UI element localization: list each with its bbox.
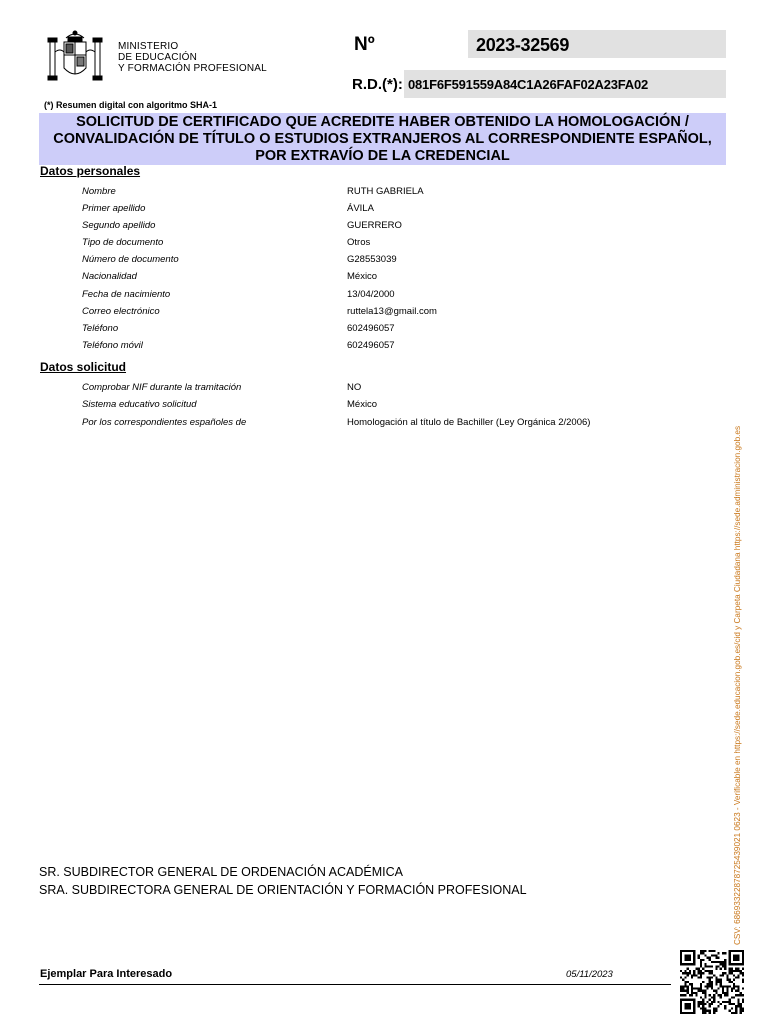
field-value: ÁVILA — [347, 203, 374, 214]
rd-label: R.D.(*): — [352, 76, 403, 93]
field-label: Teléfono — [82, 323, 119, 334]
field-label: Segundo apellido — [82, 220, 156, 231]
field-label: Comprobar NIF durante la tramitación — [82, 382, 242, 393]
ministry-name — [118, 41, 267, 74]
document-title: SOLICITUD DE CERTIFICADO QUE ACREDITE HABER OBTENIDO LA HOMOLOGACIÓN / CONVALIDACIÓN DE TÍTULO O ESTUDIOS EXTRANJEROS AL CORRESPONDIENTE ESPAÑOL, POR EXTRAVÍO DE LA CREDENCIAL — [53, 114, 712, 164]
field-value: RUTH GABRIELA — [347, 186, 424, 197]
recipient-line: SRA. SUBDIRECTORA GENERAL DE ORIENTACIÓN Y FORMACIÓN PROFESIONAL — [39, 883, 527, 897]
footer-divider — [39, 984, 671, 985]
ministry-line: MINISTERIO — [118, 41, 179, 52]
field-value: 13/04/2000 — [347, 289, 395, 300]
field-label: Tipo de documento — [82, 237, 164, 248]
field-label: Nombre — [82, 186, 116, 197]
field-label: Fecha de nacimiento — [82, 289, 171, 300]
ministry-line: Y FORMACIÓN PROFESIONAL — [118, 63, 267, 74]
field-value: ruttela13@gmail.com — [347, 306, 437, 317]
field-label: Teléfono móvil — [82, 340, 143, 351]
ministry-line: DE EDUCACIÓN — [118, 52, 198, 63]
field-value: 602496057 — [347, 340, 395, 351]
recipient-line: SR. SUBDIRECTOR GENERAL DE ORDENACIÓN ACADÉMICA — [39, 865, 403, 879]
field-value: Homologación al título de Bachiller (Ley Orgánica 2/2006) — [347, 417, 591, 428]
field-value: México — [347, 399, 378, 410]
field-label: Número de documento — [82, 254, 179, 265]
csv-text: CSV: 68693322878725439021 0623 - Verificable en https://sede.educacion.gob.es/cid y Carpeta Ciudadana https://sede.administracion.gob.es — [733, 425, 742, 945]
sha-note: (*) Resumen digital con algoritmo SHA-1 — [44, 100, 218, 110]
field-value: G28553039 — [347, 254, 397, 265]
field-value: NO — [347, 382, 362, 393]
field-value: México — [347, 271, 378, 282]
field-value: GUERRERO — [347, 220, 402, 231]
digital-hash: 081F6F591559A84C1A26FAF02A23FA02 — [408, 77, 649, 92]
section-heading-personal: Datos personales — [40, 164, 141, 178]
field-label: Sistema educativo solicitud — [82, 399, 197, 410]
field-value: 602496057 — [347, 323, 395, 334]
field-label: Por los correspondientes españoles de — [82, 417, 247, 428]
issue-date: 05/11/2023 — [566, 969, 613, 980]
field-label: Primer apellido — [82, 203, 146, 214]
qr-code-icon — [680, 950, 744, 1014]
field-label: Nacionalidad — [82, 271, 137, 282]
field-label: Correo electrónico — [82, 306, 160, 317]
registration-number: 2023-32569 — [476, 35, 570, 55]
field-value: Otros — [347, 237, 371, 248]
copy-label: Ejemplar Para Interesado — [40, 968, 173, 980]
coat-of-arms-icon — [44, 28, 106, 88]
section-heading-request: Datos solicitud — [40, 360, 127, 374]
number-label: Nº — [354, 34, 375, 55]
